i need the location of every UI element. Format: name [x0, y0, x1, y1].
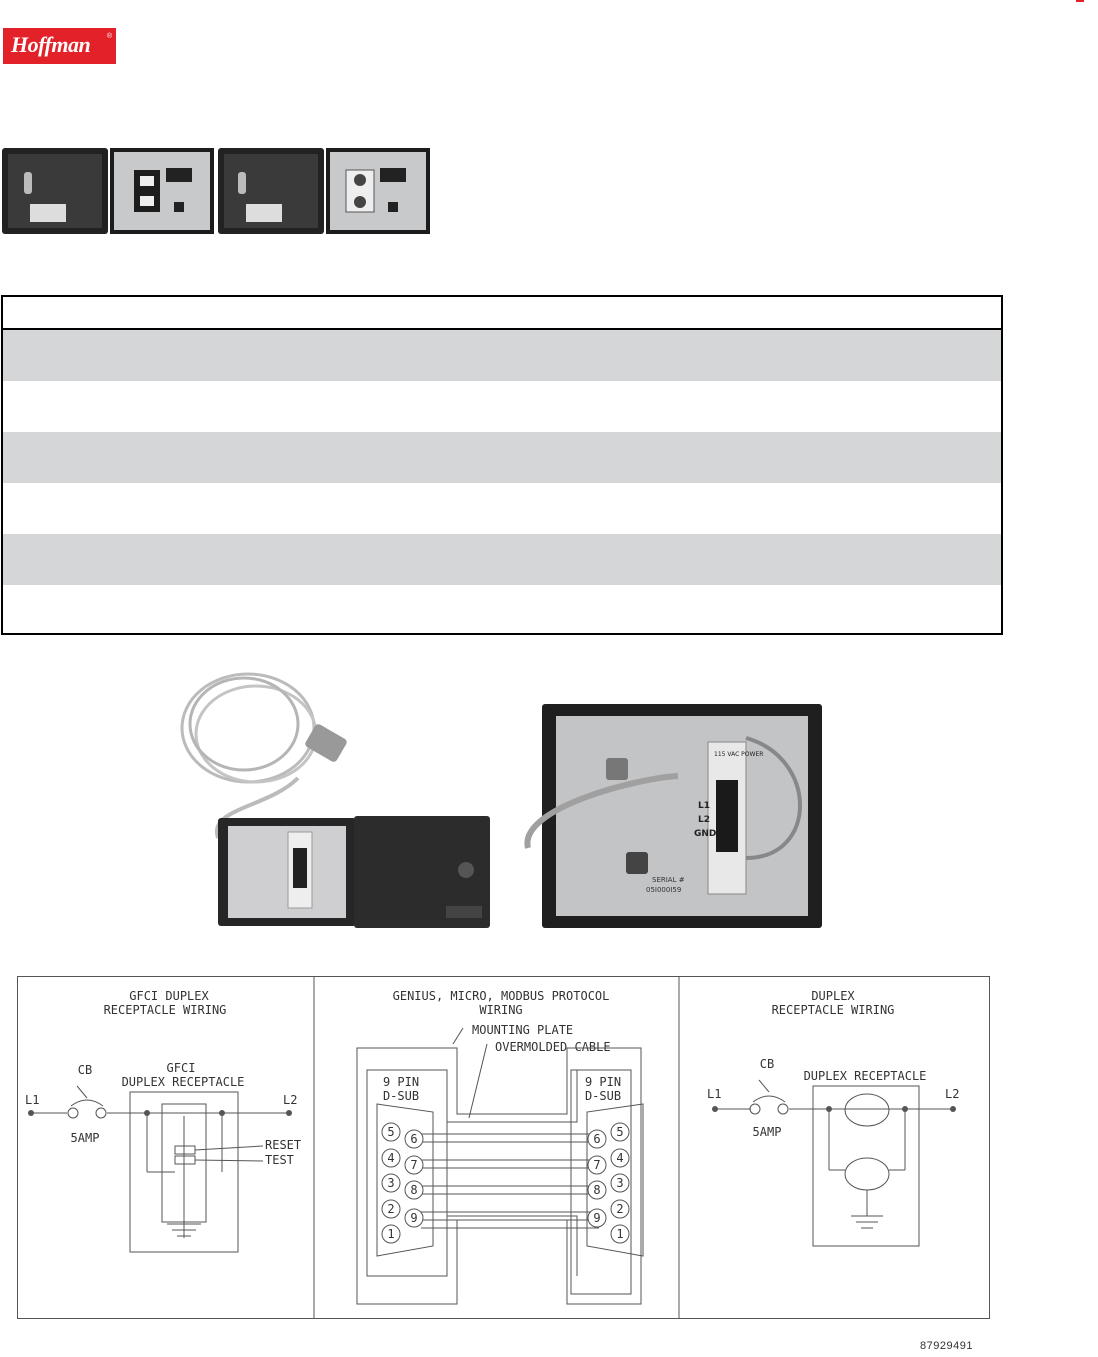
table-row — [3, 432, 1001, 483]
table-row — [3, 534, 1001, 585]
duplex-l1-label: L1 — [707, 1087, 722, 1101]
pin-label: 4 — [387, 1151, 395, 1165]
pin-label: 9 — [593, 1211, 601, 1225]
pin-label: 7 — [410, 1158, 418, 1172]
gfci-cb-label: CB — [77, 1063, 93, 1077]
overmolded-cable-label: OVERMOLDED CABLE — [495, 1040, 611, 1054]
left-dsub-pins — [382, 1123, 423, 1243]
brand-name: Hoffman — [11, 32, 91, 57]
document-number: 87929491 — [920, 1340, 973, 1352]
table-row — [3, 381, 1001, 432]
terminal-gnd-label: GND — [694, 829, 717, 839]
left-dsub-label1: 9 PIN — [382, 1075, 420, 1089]
dsub-wiring-panel — [357, 989, 643, 1304]
spec-table — [1, 295, 1003, 635]
pin-label: 1 — [616, 1227, 624, 1241]
dsub-subtitle: WIRING — [479, 1003, 523, 1017]
terminal-l1-label: L1 — [698, 801, 710, 811]
pin-label: 7 — [593, 1158, 601, 1172]
page-corner-mark — [1076, 0, 1084, 2]
gfci-l2-label: L2 — [283, 1093, 298, 1107]
hoffman-logo — [3, 28, 116, 64]
mounting-plate-label: MOUNTING PLATE — [472, 1023, 574, 1037]
pin-label: 5 — [387, 1125, 395, 1139]
duplex-cb-label: CB — [759, 1057, 775, 1071]
duplex-subtitle: RECEPTACLE WIRING — [771, 1003, 895, 1017]
product-photo-pair — [2, 144, 434, 236]
wiring-diagram — [17, 976, 991, 1320]
serial-number: 05I000I59 — [646, 886, 682, 894]
right-dsub-label2: D-SUB — [584, 1089, 622, 1103]
duplex-wiring-panel — [707, 989, 959, 1246]
right-dsub-pins — [588, 1123, 629, 1243]
pin-label: 2 — [387, 1202, 395, 1216]
power-label: 115 VAC POWER — [714, 751, 764, 758]
duplex-title: DUPLEX — [811, 989, 855, 1003]
dsub-title: GENIUS, MICRO, MODBUS PROTOCOL — [392, 989, 610, 1003]
right-dsub-label1: 9 PIN — [584, 1075, 622, 1089]
serial-label: SERIAL # — [652, 876, 685, 884]
pin-label: 3 — [387, 1176, 395, 1190]
gfci-l1-label: L1 — [25, 1093, 40, 1107]
spec-table-header — [3, 297, 1001, 330]
gfci-subtitle: RECEPTACLE WIRING — [103, 1003, 227, 1017]
pin-label: 9 — [410, 1211, 418, 1225]
pin-label: 2 — [616, 1202, 624, 1216]
pin-label: 6 — [410, 1132, 418, 1146]
table-row — [3, 585, 1001, 636]
pin-label: 3 — [616, 1176, 624, 1190]
table-row — [3, 330, 1001, 381]
terminal-l2-label: L2 — [698, 815, 710, 825]
pin-label: 8 — [593, 1183, 601, 1197]
pin-label: 6 — [593, 1132, 601, 1146]
gfci-component-label: GFCI — [166, 1061, 196, 1075]
gfci-title: GFCI DUPLEX — [129, 989, 209, 1003]
duplex-component-label: DUPLEX RECEPTACLE — [803, 1069, 927, 1083]
duplex-amp-label: 5AMP — [752, 1125, 782, 1139]
gfci-amp-label: 5AMP — [70, 1131, 100, 1145]
brand-registered: ® — [106, 33, 112, 40]
left-dsub-label2: D-SUB — [382, 1089, 420, 1103]
pin-label: 8 — [410, 1183, 418, 1197]
pin-label: 4 — [616, 1151, 624, 1165]
dsub-wires — [421, 1134, 599, 1228]
pin-label: 5 — [616, 1125, 624, 1139]
gfci-wiring-panel — [25, 989, 301, 1252]
pin-label: 1 — [387, 1227, 395, 1241]
table-row — [3, 483, 1001, 534]
gfci-component2-label: DUPLEX RECEPTACLE — [121, 1075, 245, 1089]
gfci-reset-label: RESET — [265, 1138, 302, 1152]
product-photo-assembly — [178, 668, 828, 930]
gfci-test-label: TEST — [265, 1153, 294, 1167]
duplex-l2-label: L2 — [945, 1087, 960, 1101]
